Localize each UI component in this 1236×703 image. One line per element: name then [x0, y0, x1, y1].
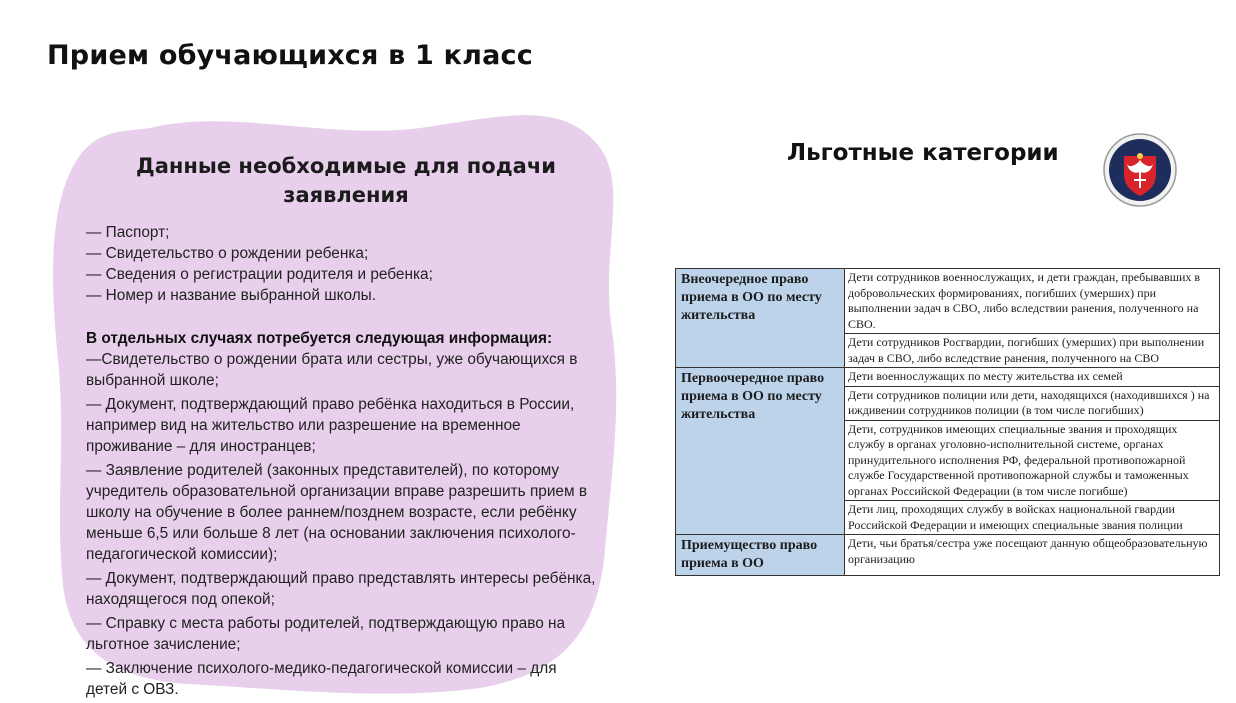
list-item: — Заявление родителей (законных представителей), по которому учредитель образовательной организации вправе разрешить прием в школу на обучение в более раннем/позднем возрасте, если ребёнку меньше 6,5 или больше 8 лет (на основании заключения психолого-педагогической комиссии); [86, 462, 588, 563]
benefits-title: Льготные категории [787, 140, 1059, 166]
list-item: — Справку с места работы родителей, подтверждающую право на льготное зачисление; [86, 615, 566, 653]
category-cell: Внеочередное право приема в ОО по месту жительства [676, 269, 845, 368]
list-item: — Паспорт; [86, 224, 170, 241]
category-cell: Приемущество право приема в ОО [676, 535, 845, 576]
list-item: —Свидетельство о рождении брата или сестры, уже обучающихся в выбранной школе; [86, 351, 578, 389]
table-cell: Дети сотрудников Росгвардии, погибших (умерших) при выполнении задач в СВО, либо вследствие ранения, полученного на СВО [845, 334, 1220, 368]
category-cell: Первоочередное право приема в ОО по месту жительства [676, 368, 845, 535]
benefits-table [675, 268, 1220, 576]
table-cell: Дети сотрудников военнослужащих, и дети граждан, пребывавших в добровольческих формированиях, погибших (умерших) при выполнении задач в СВО, либо вследствии ранения, полученного на СВО. [845, 269, 1220, 334]
list-item: — Номер и название выбранной школы. [86, 287, 377, 304]
coat-of-arms-icon [1102, 132, 1178, 208]
list-item: — Документ, подтверждающий право ребёнка находиться в России, например вид на жительство или разрешение на временное проживание – для иностранцев; [86, 396, 575, 455]
table-cell: Дети сотрудников полиции или дети, находящихся (находившихся ) на иждивении сотрудников полиции (в том числе погибших) [845, 386, 1220, 420]
table-cell: Дети, чьи братья/сестра уже посещают данную общеобразовательную организацию [845, 535, 1220, 576]
table-cell: Дети лиц, проходящих службу в войсках национальной гвардии Российской Федерации и имеющих специальные звания полиции [845, 501, 1220, 535]
list-item: — Заключение психолого-медико-педагогической комиссии – для детей с ОВЗ. [86, 660, 557, 698]
extra-documents-heading: В отдельных случаях потребуется следующая информация: [86, 330, 553, 347]
table-row [676, 269, 1220, 334]
extra-documents-list [86, 349, 596, 700]
table-row [676, 535, 1220, 576]
table-cell: Дети военнослужащих по месту жительства их семей [845, 368, 1220, 387]
list-item: — Документ, подтверждающий право представлять интересы ребёнка, находящегося под опекой; [86, 570, 596, 608]
table-cell: Дети, сотрудников имеющих специальные звания и проходящих службу в органах уголовно-исполнительной системе, органах принудительного исполнения РФ, федеральной противопожарной службе Государственной противопожарной службы и таможенных органах Российской Федерации (в том числе погибше) [845, 420, 1220, 501]
list-item: — Сведения о регистрации родителя и ребенка; [86, 266, 433, 283]
card-title: Данные необходимые для подачи заявления [136, 154, 556, 207]
required-documents-card [86, 152, 596, 703]
required-documents-list [86, 222, 596, 306]
page-title: Прием обучающихся в 1 класс [47, 40, 533, 71]
list-item: — Свидетельство о рождении ребенка; [86, 245, 369, 262]
table-row [676, 368, 1220, 387]
